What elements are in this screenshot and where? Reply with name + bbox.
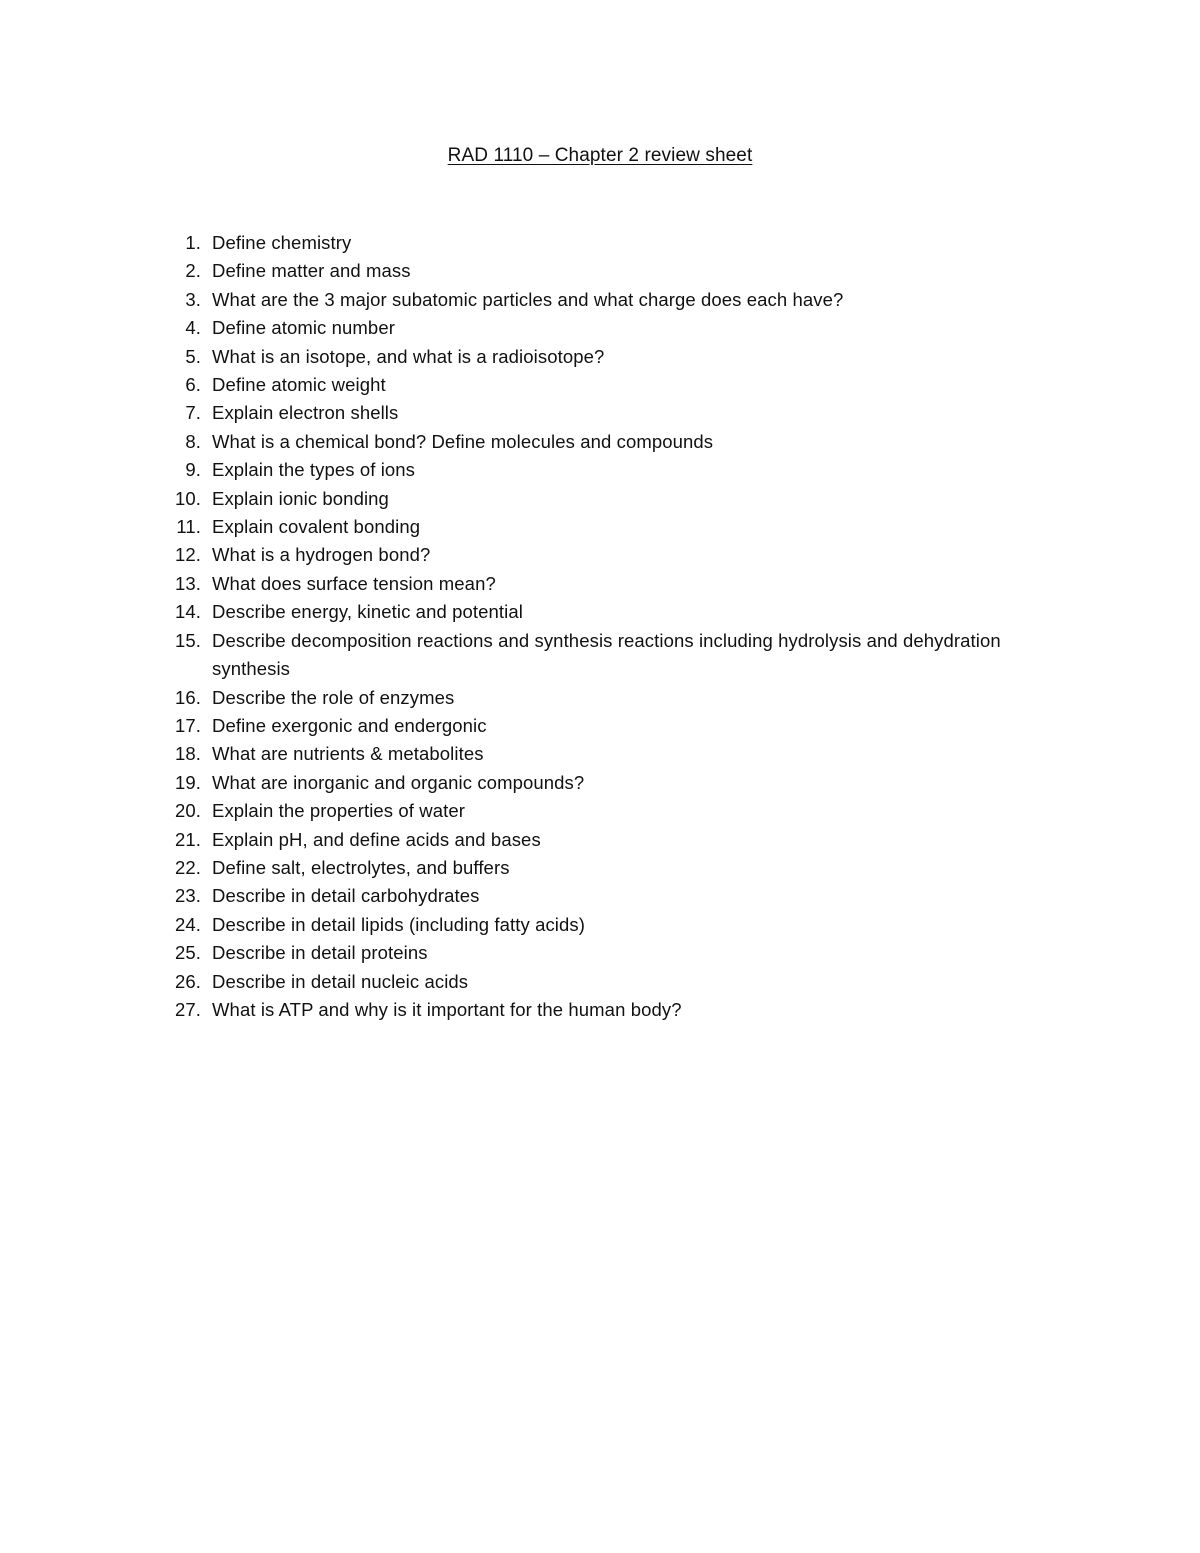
question-number: 1. (185, 232, 201, 253)
question-item (0, 712, 1052, 740)
question-item (0, 939, 1052, 967)
question-number: 8. (185, 430, 201, 452)
question-number: 13. (174, 572, 201, 594)
question-text: What is a chemical bond? Define molecules and compounds (212, 430, 714, 452)
question-item (0, 854, 1052, 882)
question-item (0, 286, 1052, 314)
question-number: 9. (185, 459, 201, 481)
question-item (0, 229, 1052, 257)
question-number: 20. (174, 800, 201, 822)
question-text: Define salt, electrolytes, and buffers (212, 856, 510, 878)
question-text: Describe in detail nucleic acids (212, 970, 469, 992)
question-number: 3. (185, 288, 201, 310)
question-item (0, 456, 1052, 484)
question-text: What is an isotope, and what is a radioisotope? (212, 345, 605, 367)
question-text: What are inorganic and organic compounds? (212, 771, 585, 793)
question-text: Describe in detail lipids (including fatty acids) (212, 913, 586, 935)
question-text: What are nutrients & metabolites (212, 743, 484, 765)
question-number: 7. (185, 402, 201, 424)
question-item (0, 428, 1052, 456)
question-text: Describe decomposition reactions and synthesis reactions including hydrolysis and dehydration synthesis (212, 629, 1001, 680)
question-number: 24. (174, 913, 201, 935)
question-number: 26. (174, 970, 201, 992)
page-title: RAD 1110 – Chapter 2 review sheet (447, 145, 753, 166)
question-text: What is a hydrogen bond? (212, 544, 431, 566)
question-item (0, 399, 1052, 427)
question-item (0, 570, 1052, 598)
question-text: Define exergonic and endergonic (212, 714, 487, 736)
question-number: 22. (174, 856, 201, 878)
question-text: What does surface tension mean? (212, 572, 496, 594)
question-text: Explain electron shells (212, 402, 399, 424)
question-item (0, 598, 1052, 626)
question-item (0, 314, 1052, 342)
question-item (0, 343, 1052, 371)
question-item (0, 371, 1052, 399)
question-text: Describe the role of enzymes (212, 686, 455, 708)
question-item (0, 996, 1052, 1024)
question-item (0, 740, 1052, 768)
question-number: 11. (176, 516, 201, 538)
question-item (0, 485, 1052, 513)
question-item (0, 911, 1052, 939)
question-text: What are the 3 major subatomic particles and what charge does each have? (212, 288, 844, 310)
question-text: Describe in detail proteins (212, 942, 428, 964)
question-number: 4. (185, 317, 201, 339)
question-number: 27. (174, 998, 201, 1020)
question-list (0, 229, 1052, 1024)
question-item (0, 513, 1052, 541)
question-item (0, 826, 1052, 854)
question-number: 17. (174, 714, 201, 736)
question-item (0, 968, 1052, 996)
question-item (0, 882, 1052, 910)
question-text: Define chemistry (212, 232, 352, 253)
question-number: 2. (185, 260, 201, 282)
question-text: Explain covalent bonding (212, 516, 421, 538)
question-item (0, 627, 1052, 684)
question-text: Define atomic weight (212, 374, 386, 396)
question-number: 5. (185, 345, 201, 367)
question-number: 6. (185, 374, 201, 396)
question-text: Explain ionic bonding (212, 487, 389, 509)
question-text: Define matter and mass (212, 260, 411, 282)
question-text: Explain the types of ions (212, 459, 416, 481)
question-text: Explain the properties of water (212, 800, 465, 822)
question-item (0, 257, 1052, 285)
question-number: 14. (174, 601, 201, 623)
question-number: 21. (174, 828, 201, 850)
question-number: 25. (174, 942, 201, 964)
question-number: 23. (174, 885, 201, 907)
question-number: 19. (174, 771, 201, 793)
question-number: 16. (174, 686, 201, 708)
question-text: Describe energy, kinetic and potential (212, 601, 523, 623)
question-number: 18. (174, 743, 201, 765)
question-item (0, 541, 1052, 569)
question-number: 15. (174, 629, 201, 651)
question-number: 10. (174, 487, 201, 509)
question-text: Define atomic number (212, 317, 395, 339)
question-text: Describe in detail carbohydrates (212, 885, 480, 907)
question-number: 12. (174, 544, 201, 566)
question-item (0, 797, 1052, 825)
question-text: What is ATP and why is it important for the human body? (212, 998, 682, 1020)
question-item (0, 684, 1052, 712)
question-text: Explain pH, and define acids and bases (212, 828, 541, 850)
question-item (0, 769, 1052, 797)
